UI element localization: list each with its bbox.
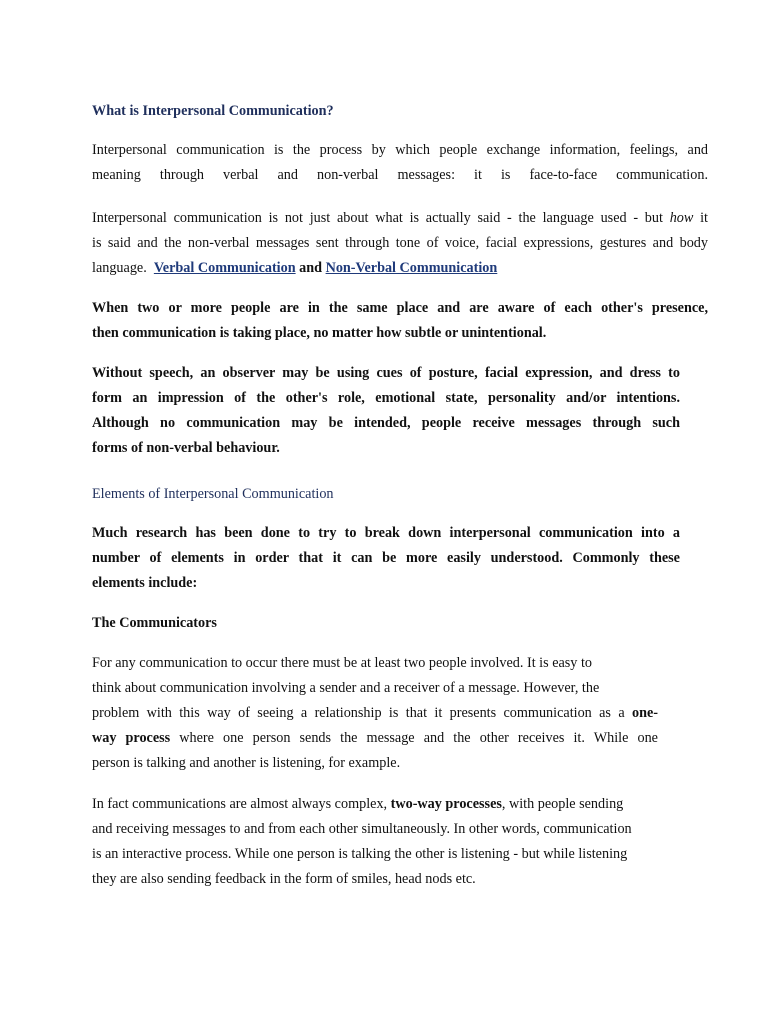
text-line	[92, 726, 658, 751]
heading-elements-of-interpersonal-communication: Elements of Interpersonal Communication	[92, 486, 334, 502]
text-line: For any communication to occur there must be at least two people involved. It is easy to	[92, 655, 592, 671]
text-segment: language.	[92, 260, 147, 276]
text-segment: In fact communications are almost always complex,	[92, 796, 391, 812]
text-line: Much research has been done to try to break down interpersonal communication into a	[92, 525, 680, 541]
text-line: and receiving messages to and from each other simultaneously. In other words, communication	[92, 821, 632, 837]
text-line	[92, 256, 708, 281]
text-line	[92, 206, 708, 231]
text-line: then communication is taking place, no matter how subtle or unintentional.	[92, 325, 547, 341]
text-line: form an impression of the other's role, emotional state, personality and/or intentions.	[92, 390, 680, 406]
text-line: meaning through verbal and non-verbal messages: it is face-to-face communication.	[92, 167, 708, 183]
text-segment: , with people sending	[501, 796, 624, 812]
bold-way-process: way process	[92, 730, 171, 746]
text-line	[92, 792, 678, 817]
bold-one-way: one-	[631, 705, 658, 721]
text-line: elements include:	[92, 575, 198, 591]
text-line: think about communication involving a sender and a receiver of a message. However, the	[92, 680, 600, 696]
text-line: number of elements in order that it can be more easily understood. Commonly these	[92, 550, 680, 566]
text-segment: it	[693, 210, 708, 226]
text-segment: where one person sends the message and the other receives it. While one	[170, 730, 658, 746]
text-line: Without speech, an observer may be using cues of posture, facial expression, and dress to	[92, 365, 680, 381]
paragraph-presence	[92, 296, 708, 346]
text-line: Although no communication may be intended, people receive messages through such	[92, 415, 680, 431]
link-verbal-communication[interactable]: Verbal Communication	[153, 260, 296, 276]
text-segment: problem with this way of seeing a relationship is that it presents communication as a	[92, 705, 632, 721]
paragraph-definition	[92, 138, 708, 188]
heading-the-communicators: The Communicators	[92, 615, 217, 631]
text-line: they are also sending feedback in the form of smiles, head nods etc.	[92, 871, 476, 887]
text-line: is said and the non-verbal messages sent through tone of voice, facial expressions, gestures and body	[92, 235, 708, 251]
paragraph-research	[92, 521, 680, 596]
text-line: is an interactive process. While one person is talking the other is listening - but while listening	[92, 846, 628, 862]
paragraph-two-way	[92, 792, 678, 892]
bold-two-way-processes: two-way processes	[390, 796, 502, 812]
emphasis-how: how	[669, 210, 694, 226]
text-line	[92, 701, 658, 726]
paragraph-without-speech	[92, 361, 680, 461]
link-non-verbal-communication[interactable]: Non-Verbal Communication	[325, 260, 498, 276]
paragraph-two-people	[92, 651, 658, 776]
text-line: person is talking and another is listening, for example.	[92, 755, 401, 771]
heading-what-is-interpersonal-communication: What is Interpersonal Communication?	[92, 103, 334, 119]
text-line: Interpersonal communication is the process by which people exchange information, feelings, and	[92, 142, 708, 158]
text-and: and	[299, 260, 323, 276]
text-segment: Interpersonal communication is not just about what is actually said - the language used - but	[92, 210, 670, 226]
paragraph-not-just-what-is-said	[92, 206, 708, 281]
text-line: When two or more people are in the same place and are aware of each other's presence,	[92, 300, 708, 316]
text-line: forms of non-verbal behaviour.	[92, 440, 280, 456]
